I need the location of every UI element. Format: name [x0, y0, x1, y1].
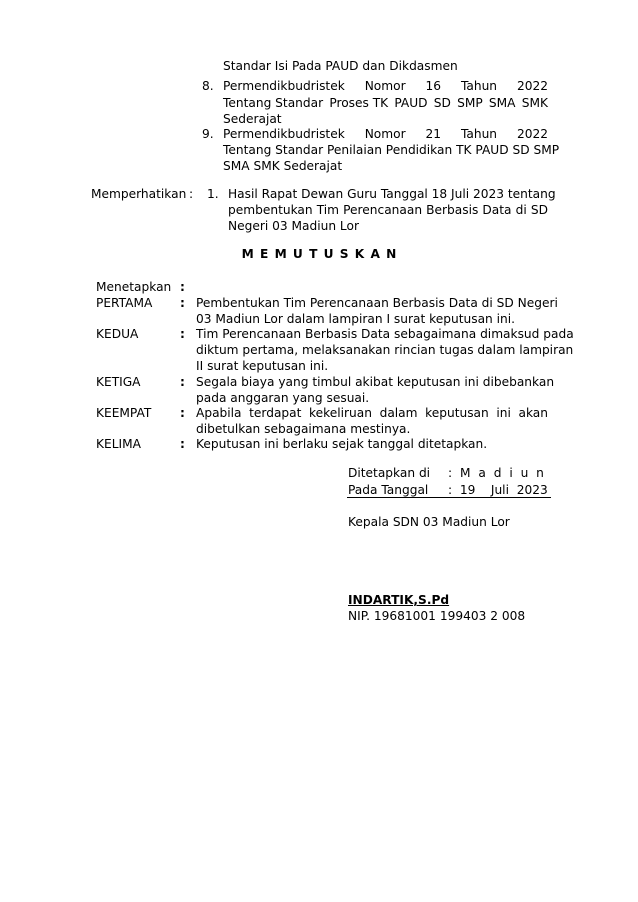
decision-colon: : — [180, 327, 185, 341]
decision-label: Menetapkan — [96, 280, 172, 294]
decision-colon: : — [180, 375, 185, 389]
date-underline — [347, 497, 551, 498]
regulation-8-line3: Sederajat — [223, 112, 282, 126]
list-number: 9. — [202, 127, 214, 141]
decision-text: Segala biaya yang timbul akibat keputusan ini dibebankan — [196, 375, 555, 389]
decision-label: KEDUA — [96, 327, 139, 341]
decision-label: PERTAMA — [96, 296, 153, 310]
decision-text: dibetulkan sebagaimana mestinya. — [196, 422, 411, 436]
decision-text: Tim Perencanaan Berbasis Data sebagaimana dimaksud pada — [196, 327, 574, 341]
signatory-position: Kepala SDN 03 Madiun Lor — [348, 515, 510, 529]
list-number: 8. — [202, 79, 214, 93]
decision-heading: M E M U T U S K A N — [241, 247, 397, 261]
memperhatikan-label: Memperhatikan — [91, 187, 187, 201]
decision-colon: : — [180, 406, 185, 420]
regulation-8-line1: Permendikbudristek Nomor 16 Tahun 2022 — [223, 79, 548, 93]
decision-colon: : — [180, 280, 185, 294]
decision-colon: : — [180, 296, 185, 310]
decision-text: diktum pertama, melaksanakan rincian tugas dalam lampiran — [196, 343, 574, 357]
regulation-9-line1: Permendikbudristek Nomor 21 Tahun 2022 — [223, 127, 548, 141]
regulation-9-line3: SMA SMK Sederajat — [223, 159, 343, 173]
memperhatikan-colon: : — [189, 187, 194, 201]
decision-colon: : — [180, 437, 185, 451]
place-label: Ditetapkan di — [348, 466, 431, 480]
decision-text: pada anggaran yang sesuai. — [196, 391, 370, 405]
regulation-9-line2: Tentang Standar Penilaian Pendidikan TK PAUD SD SMP — [223, 143, 560, 157]
regulation-7-tail: Standar Isi Pada PAUD dan Dikdasmen — [223, 59, 458, 73]
signatory-name: INDARTIK,S.Pd — [348, 593, 450, 607]
decision-text: II surat keputusan ini. — [196, 359, 329, 373]
memperhatikan-line3: Negeri 03 Madiun Lor — [228, 219, 359, 233]
decision-label: KETIGA — [96, 375, 141, 389]
decision-text: Keputusan ini berlaku sejak tanggal ditetapkan. — [196, 437, 488, 451]
decision-label: KELIMA — [96, 437, 141, 451]
place-value: : M a d i u n — [448, 466, 546, 480]
signatory-nip: NIP. 19681001 199403 2 008 — [348, 609, 526, 623]
date-value: : 19 Juli 2023 — [448, 483, 548, 497]
decision-text: 03 Madiun Lor dalam lampiran I surat keputusan ini. — [196, 312, 516, 326]
decision-text: Pembentukan Tim Perencanaan Berbasis Data di SD Negeri — [196, 296, 558, 310]
list-number: 1. — [207, 187, 219, 201]
memperhatikan-line1: Hasil Rapat Dewan Guru Tanggal 18 Juli 2023 tentang — [228, 187, 556, 201]
date-label: Pada Tanggal — [348, 483, 429, 497]
memperhatikan-line2: pembentukan Tim Perencanaan Berbasis Data di SD — [228, 203, 548, 217]
decision-text: Apabila terdapat kekeliruan dalam keputusan ini akan — [196, 406, 548, 420]
decision-label: KEEMPAT — [96, 406, 152, 420]
regulation-8-line2: Tentang Standar Proses TK PAUD SD SMP SMA SMK — [223, 96, 548, 110]
